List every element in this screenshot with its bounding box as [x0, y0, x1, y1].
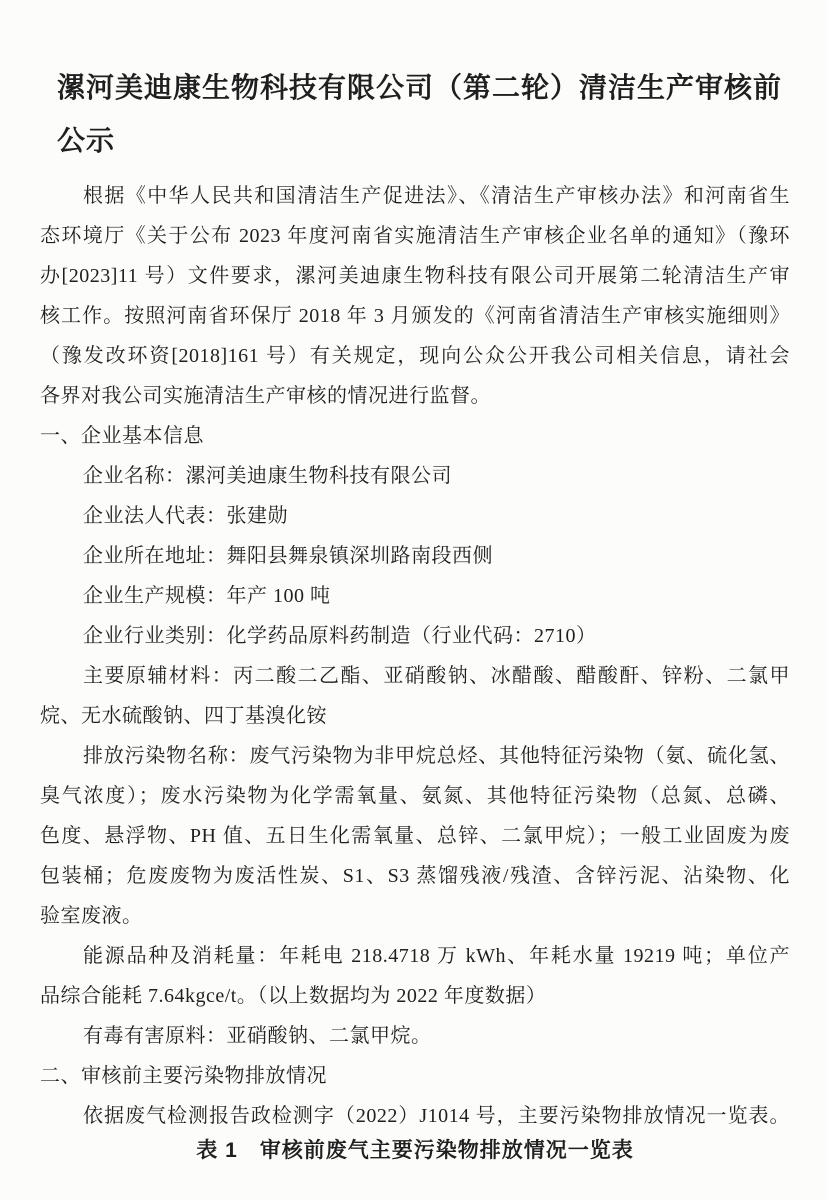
paragraph-line: 态环境厅《关于公布 2023 年度河南省实施清洁生产审核企业名单的通知》（豫环: [40, 225, 790, 247]
paragraph-line: 各界对我公司实施清洁生产审核的情况进行监督。: [40, 385, 491, 407]
paragraph-line: 核工作。按照河南省环保厅 2018 年 3 月颁发的《河南省清洁生产审核实施细则》: [40, 305, 790, 327]
paragraph-line: 根据《中华人民共和国清洁生产促进法》、《清洁生产审核办法》和河南省生: [83, 185, 790, 207]
section-heading: 二、审核前主要污染物排放情况: [40, 1065, 327, 1087]
document-content: [0, 62, 828, 1166]
paragraph-line: 依据废气检测报告政检测字（2022）J1014 号，主要污染物排放情况一览表。: [83, 1105, 790, 1127]
field-line: 验室废液。: [40, 905, 143, 927]
field-line: 企业行业类别：化学药品原料药制造（行业代码：2710）: [83, 625, 597, 647]
document-body: [40, 176, 790, 1136]
page-title-line-1: 漯河美迪康生物科技有限公司（第二轮）清洁生产审核前: [57, 73, 783, 104]
paragraph-line: （豫发改环资[2018]161 号）有关规定，现向公众公开我公司相关信息，请社会: [40, 345, 790, 367]
field-line: 企业法人代表：张建勋: [83, 505, 288, 527]
field-line: 色度、悬浮物、PH 值、五日生化需氧量、总锌、二氯甲烷）；一般工业固废为废: [40, 825, 790, 847]
field-line: 品综合能耗 7.64kgce/t。（以上数据均为 2022 年度数据）: [40, 985, 547, 1007]
field-line: 主要原辅材料：丙二酸二乙酯、亚硝酸钠、冰醋酸、醋酸酐、锌粉、二氯甲: [83, 665, 790, 687]
field-line: 企业生产规模：年产 100 吨: [83, 585, 331, 607]
field-line: 烷、无水硫酸钠、四丁基溴化铵: [40, 705, 327, 727]
field-line: 企业所在地址：舞阳县舞泉镇深圳路南段西侧: [83, 545, 493, 567]
paragraph-line: 办[2023]11 号）文件要求，漯河美迪康生物科技有限公司开展第二轮清洁生产审: [40, 265, 790, 287]
field-line: 排放污染物名称：废气污染物为非甲烷总烃、其他特征污染物（氨、硫化氢、: [83, 745, 790, 767]
field-line: 臭气浓度）；废水污染物为化学需氧量、氨氮、其他特征污染物（总氮、总磷、: [40, 785, 790, 807]
page-title: [57, 62, 790, 168]
field-line: 有毒有害原料：亚硝酸钠、二氯甲烷。: [83, 1025, 432, 1047]
section-heading: 一、企业基本信息: [40, 425, 204, 447]
field-line: 包装桶；危废废物为废活性炭、S1、S3 蒸馏残液/残渣、含锌污泥、沾染物、化: [40, 865, 790, 887]
page-title-line-2: 公示: [57, 126, 116, 157]
field-line: 企业名称：漯河美迪康生物科技有限公司: [83, 465, 452, 487]
field-line: 能源品种及消耗量：年耗电 218.4718 万 kWh、年耗水量 19219 吨；单位产: [83, 945, 790, 967]
table-caption: 表 1 审核前废气主要污染物排放情况一览表: [196, 1139, 634, 1162]
